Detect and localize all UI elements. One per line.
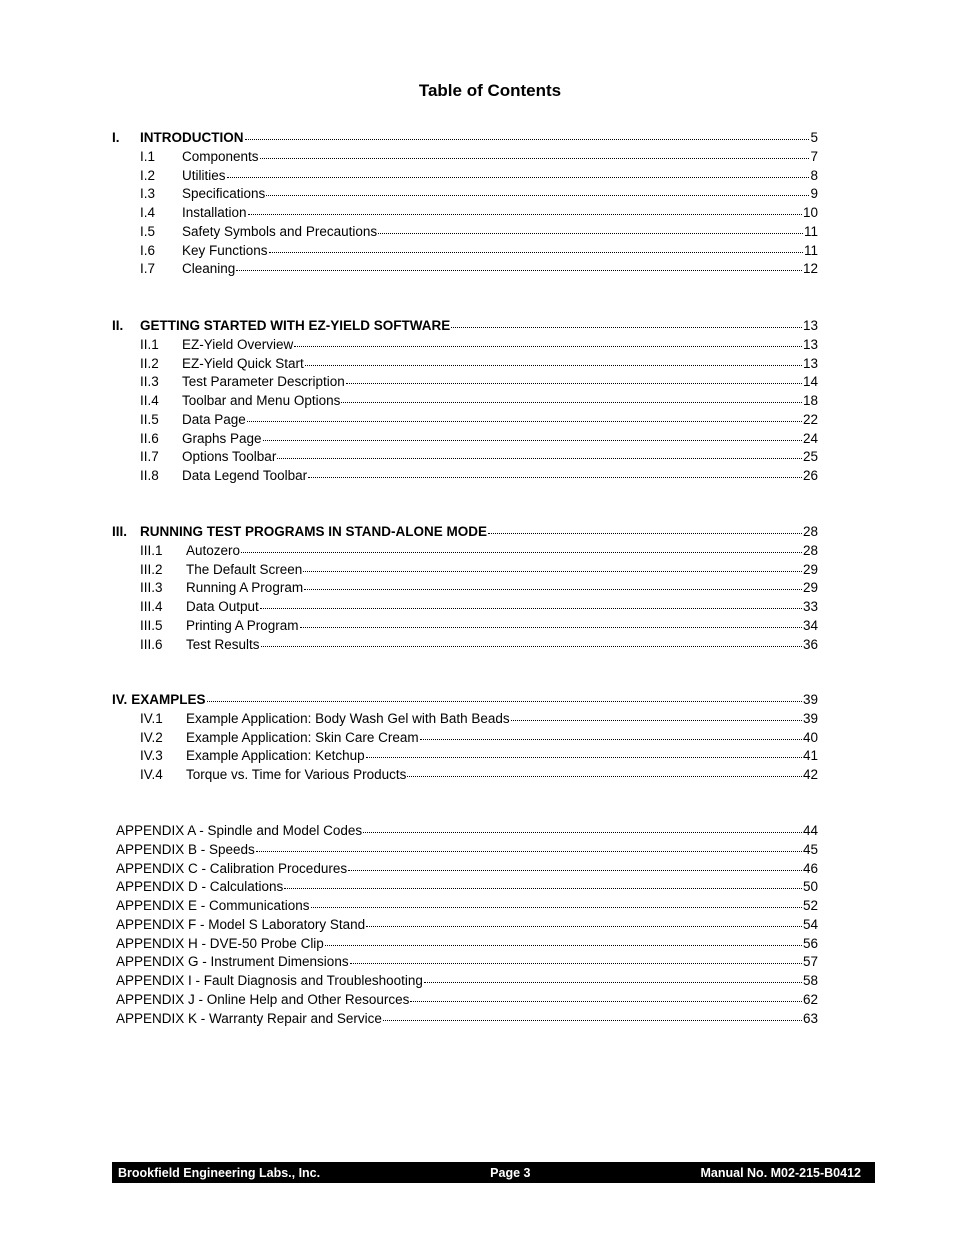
toc-entry-number: III.4 bbox=[140, 599, 163, 614]
dot-leader bbox=[410, 991, 802, 1002]
toc-entry-page: 26 bbox=[802, 468, 818, 483]
toc-appendix-entry[interactable] bbox=[112, 973, 818, 991]
toc-entry-page: 8 bbox=[810, 167, 818, 183]
dot-leader bbox=[207, 691, 802, 702]
dot-leader bbox=[260, 148, 810, 159]
toc-entry-title: GETTING STARTED WITH EZ-YIELD SOFTWARE bbox=[140, 318, 451, 333]
toc-subsection-entry[interactable] bbox=[112, 711, 818, 729]
toc-appendix-entry[interactable] bbox=[112, 861, 818, 879]
toc-subsection-entry[interactable] bbox=[112, 637, 818, 655]
dot-leader bbox=[363, 822, 802, 833]
page-footer bbox=[112, 1162, 875, 1183]
toc-entry-title: APPENDIX B - Speeds bbox=[116, 841, 255, 857]
dot-leader bbox=[248, 204, 802, 215]
toc-appendix-entry[interactable] bbox=[112, 1011, 818, 1029]
toc-entry-page: 33 bbox=[802, 599, 818, 614]
toc-entry-page: 56 bbox=[802, 935, 818, 951]
toc-entry-number: IV.1 bbox=[140, 710, 163, 726]
toc-entry-title: RUNNING TEST PROGRAMS IN STAND-ALONE MODE bbox=[140, 524, 487, 539]
toc-entry-number: II.8 bbox=[140, 468, 159, 483]
toc-entry-title: APPENDIX C - Calibration Procedures bbox=[116, 860, 348, 876]
toc-entry-title: Running A Program bbox=[186, 580, 304, 596]
toc-entry-page: 50 bbox=[802, 879, 818, 895]
dot-leader bbox=[277, 448, 802, 459]
toc-entry-page: 40 bbox=[802, 729, 818, 745]
toc-entry-title: APPENDIX G - Instrument Dimensions bbox=[116, 954, 349, 970]
toc-entry-number: III. bbox=[112, 524, 128, 539]
dot-leader bbox=[488, 523, 802, 534]
toc-entry-title: Specifications bbox=[182, 186, 266, 202]
toc-entry-title: Graphs Page bbox=[182, 430, 262, 446]
toc-entry-title: APPENDIX F - Model S Laboratory Stand bbox=[116, 916, 366, 932]
toc-entry-page: 57 bbox=[802, 954, 818, 970]
toc-subsection-entry[interactable] bbox=[112, 599, 818, 617]
toc-entry-title: Example Application: Body Wash Gel with Bath Beads bbox=[186, 710, 510, 726]
toc-entry-page: 29 bbox=[802, 580, 818, 596]
toc-entry-page: 11 bbox=[803, 242, 818, 258]
toc-entry-page: 5 bbox=[810, 130, 818, 145]
toc-appendix-entry[interactable] bbox=[112, 992, 818, 1010]
dot-leader bbox=[261, 636, 802, 647]
toc-section-heading[interactable] bbox=[112, 130, 818, 148]
toc-subsection-entry[interactable] bbox=[112, 730, 818, 748]
dot-leader bbox=[266, 185, 809, 196]
toc-entry-number: IV.3 bbox=[140, 748, 163, 764]
toc-entry-number: I.7 bbox=[140, 261, 156, 277]
dot-leader bbox=[269, 242, 803, 253]
toc-subsection-entry[interactable] bbox=[112, 468, 818, 486]
toc-entry-title: Cleaning bbox=[182, 261, 236, 277]
toc-entry-page: 39 bbox=[802, 692, 818, 707]
dot-leader bbox=[424, 972, 802, 983]
toc-entry-number: I.3 bbox=[140, 186, 156, 202]
dot-leader bbox=[260, 598, 802, 609]
dot-leader bbox=[346, 373, 802, 384]
toc-entry-number: III.6 bbox=[140, 636, 163, 652]
dot-leader bbox=[294, 336, 802, 347]
toc-entry-number: II.1 bbox=[140, 336, 159, 352]
toc-entry-number: I.6 bbox=[140, 242, 156, 258]
toc-subsection-entry[interactable] bbox=[112, 186, 818, 204]
toc-subsection-entry[interactable] bbox=[112, 618, 818, 636]
toc-entry-title: Key Functions bbox=[182, 242, 268, 258]
toc-entry-page: 54 bbox=[802, 916, 818, 932]
dot-leader bbox=[241, 542, 802, 553]
toc-entry-page: 14 bbox=[802, 374, 818, 390]
dot-leader bbox=[350, 953, 802, 964]
dot-leader bbox=[325, 935, 802, 946]
dot-leader bbox=[348, 860, 802, 871]
toc-subsection-entry[interactable] bbox=[112, 543, 818, 561]
toc-entry-number: III.1 bbox=[140, 542, 163, 558]
toc-entry-number: I.1 bbox=[140, 148, 156, 164]
dot-leader bbox=[407, 766, 802, 777]
toc-entry-number: III.5 bbox=[140, 617, 163, 633]
toc-entry-page: 13 bbox=[802, 336, 818, 352]
toc-entry-page: 7 bbox=[810, 148, 818, 164]
toc-entry-page: 62 bbox=[802, 991, 818, 1007]
toc-appendix-entry[interactable] bbox=[112, 917, 818, 935]
toc-entry-page: 58 bbox=[802, 973, 818, 988]
toc-entry-page: 28 bbox=[802, 542, 818, 558]
toc-subsection-entry[interactable] bbox=[112, 205, 818, 223]
toc-subsection-entry[interactable] bbox=[112, 431, 818, 449]
toc-subsection-entry[interactable] bbox=[112, 261, 818, 279]
toc-entry-title: Installation bbox=[182, 205, 247, 220]
footer-page-number: Page 3 bbox=[490, 1165, 531, 1180]
toc-entry-title: APPENDIX J - Online Help and Other Resources bbox=[116, 991, 410, 1007]
dot-leader bbox=[311, 897, 802, 908]
toc-entry-page: 25 bbox=[802, 449, 818, 465]
toc-entry-number: I.2 bbox=[140, 167, 156, 183]
toc-entry-page: 45 bbox=[802, 841, 818, 857]
dot-leader bbox=[378, 223, 803, 234]
toc-entry-title: Options Toolbar bbox=[182, 449, 277, 465]
toc-entry-number: II.4 bbox=[140, 393, 159, 408]
dot-leader bbox=[284, 878, 802, 889]
toc-subsection-entry[interactable] bbox=[112, 374, 818, 392]
toc-entry-page: 9 bbox=[810, 186, 818, 202]
toc-subsection-entry[interactable] bbox=[112, 149, 818, 167]
dot-leader bbox=[227, 167, 810, 178]
toc-entry-page: 11 bbox=[803, 223, 818, 239]
dot-leader bbox=[511, 710, 802, 721]
toc-entry-number: I.5 bbox=[140, 223, 156, 239]
toc-entry-page: 10 bbox=[802, 205, 818, 220]
toc-entry-page: 13 bbox=[802, 355, 818, 371]
toc-entry-page: 63 bbox=[802, 1010, 818, 1026]
toc-entry-page: 12 bbox=[802, 261, 818, 277]
dot-leader bbox=[263, 430, 802, 441]
toc-subsection-entry[interactable] bbox=[112, 767, 818, 785]
toc-appendix-entry[interactable] bbox=[112, 936, 818, 954]
toc-entry-title: The Default Screen bbox=[186, 561, 303, 577]
toc-entry-title: Safety Symbols and Precautions bbox=[182, 223, 378, 239]
toc-entry-title: APPENDIX K - Warranty Repair and Service bbox=[116, 1010, 382, 1026]
toc-subsection-entry[interactable] bbox=[112, 243, 818, 261]
dot-leader bbox=[247, 411, 802, 422]
dot-leader bbox=[341, 392, 802, 403]
dot-leader bbox=[236, 260, 802, 271]
toc-entry-title: APPENDIX E - Communications bbox=[116, 898, 310, 913]
toc-entry-page: 46 bbox=[802, 860, 818, 876]
dot-leader bbox=[256, 841, 802, 852]
toc-entry-title: Utilities bbox=[182, 167, 226, 183]
toc-section-heading[interactable] bbox=[112, 318, 818, 336]
toc-subsection-entry[interactable] bbox=[112, 412, 818, 430]
toc-entry-title: APPENDIX I - Fault Diagnosis and Troubleshooting bbox=[116, 973, 423, 988]
dot-leader bbox=[305, 355, 802, 366]
toc-subsection-entry[interactable] bbox=[112, 748, 818, 766]
toc-entry-title: EZ-Yield Overview bbox=[182, 336, 294, 352]
toc-subsection-entry[interactable] bbox=[112, 449, 818, 467]
toc-entry-title: Data Legend Toolbar bbox=[182, 468, 308, 483]
toc-entry-title: Data Output bbox=[186, 599, 259, 614]
toc-entry-page: 22 bbox=[802, 411, 818, 427]
toc-entry-page: 24 bbox=[802, 430, 818, 446]
dot-leader bbox=[366, 747, 802, 758]
toc-entry-number: I. bbox=[112, 130, 120, 145]
toc-entry-page: 34 bbox=[802, 617, 818, 633]
dot-leader bbox=[308, 467, 802, 478]
toc-appendix-entry[interactable] bbox=[112, 879, 818, 897]
toc-appendix-entry[interactable] bbox=[112, 898, 818, 916]
dot-leader bbox=[366, 916, 802, 927]
dot-leader bbox=[300, 617, 802, 628]
toc-subsection-entry[interactable] bbox=[112, 224, 818, 242]
toc-subsection-entry[interactable] bbox=[112, 562, 818, 580]
toc-entry-number: II.6 bbox=[140, 430, 159, 446]
toc-entry-number: II.2 bbox=[140, 355, 159, 371]
dot-leader bbox=[383, 1010, 802, 1021]
toc-entry-page: 42 bbox=[802, 767, 818, 782]
toc-entry-title: Printing A Program bbox=[186, 617, 299, 633]
footer-manual-number: Manual No. M02-215-B0412 bbox=[700, 1165, 861, 1180]
toc-entry-number: II.3 bbox=[140, 374, 159, 390]
toc-section-heading[interactable] bbox=[112, 692, 818, 710]
toc-subsection-entry[interactable] bbox=[112, 356, 818, 374]
toc-entry-title: Autozero bbox=[186, 542, 241, 558]
toc-entry-page: 41 bbox=[802, 748, 818, 764]
toc-entry-page: 39 bbox=[802, 710, 818, 726]
toc-entry-number: III.2 bbox=[140, 561, 163, 577]
dot-leader bbox=[420, 729, 802, 740]
toc-entry-number: I.4 bbox=[140, 205, 156, 220]
toc-entry-number: II.5 bbox=[140, 411, 159, 427]
footer-company: Brookfield Engineering Labs., Inc. bbox=[118, 1165, 321, 1180]
toc-entry-page: 18 bbox=[802, 393, 818, 408]
toc-appendix-entry[interactable] bbox=[112, 954, 818, 972]
toc-appendix-entry[interactable] bbox=[112, 823, 818, 841]
dot-leader bbox=[304, 579, 802, 590]
toc-entry-page: 29 bbox=[802, 561, 818, 577]
toc-entry-title: Test Results bbox=[186, 636, 260, 652]
dot-leader bbox=[303, 561, 802, 572]
toc-entry-number: II.7 bbox=[140, 449, 159, 465]
toc-entry-title: EXAMPLES bbox=[131, 692, 206, 707]
toc-entry-title: Test Parameter Description bbox=[182, 374, 345, 390]
toc-entry-title: Components bbox=[182, 148, 259, 164]
toc-entry-page: 13 bbox=[802, 318, 818, 333]
toc-entry-number: III.3 bbox=[140, 580, 163, 596]
toc-entry-title: Example Application: Skin Care Cream bbox=[186, 729, 419, 745]
toc-subsection-entry[interactable] bbox=[112, 337, 818, 355]
page-title: Table of Contents bbox=[418, 81, 562, 100]
toc-entry-number: IV. bbox=[112, 692, 128, 707]
toc-entry-number: IV.2 bbox=[140, 729, 163, 745]
toc-entry-number: IV.4 bbox=[140, 767, 163, 782]
toc-entry-title: EZ-Yield Quick Start bbox=[182, 355, 304, 371]
toc-entry-title: APPENDIX D - Calculations bbox=[116, 879, 284, 895]
toc-entry-title: INTRODUCTION bbox=[140, 130, 244, 145]
dot-leader bbox=[451, 317, 802, 328]
toc-appendix-entry[interactable] bbox=[112, 842, 818, 860]
toc-entry-page: 28 bbox=[802, 524, 818, 539]
toc-subsection-entry[interactable] bbox=[112, 580, 818, 598]
toc-entry-title: Toolbar and Menu Options bbox=[182, 393, 341, 408]
toc-entry-number: II. bbox=[112, 318, 124, 333]
toc-entry-title: APPENDIX H - DVE-50 Probe Clip bbox=[116, 935, 324, 951]
toc-entry-title: APPENDIX A - Spindle and Model Codes bbox=[116, 823, 363, 838]
toc-entry-page: 44 bbox=[802, 823, 818, 838]
toc-entry-title: Data Page bbox=[182, 411, 246, 427]
toc-entry-page: 52 bbox=[802, 898, 818, 913]
toc-subsection-entry[interactable] bbox=[112, 168, 818, 186]
dot-leader bbox=[245, 129, 810, 140]
toc-section-heading[interactable] bbox=[112, 524, 818, 542]
toc-entry-title: Torque vs. Time for Various Products bbox=[186, 767, 407, 782]
toc-entry-page: 36 bbox=[802, 636, 818, 652]
toc-entry-title: Example Application: Ketchup bbox=[186, 748, 365, 764]
toc-subsection-entry[interactable] bbox=[112, 393, 818, 411]
